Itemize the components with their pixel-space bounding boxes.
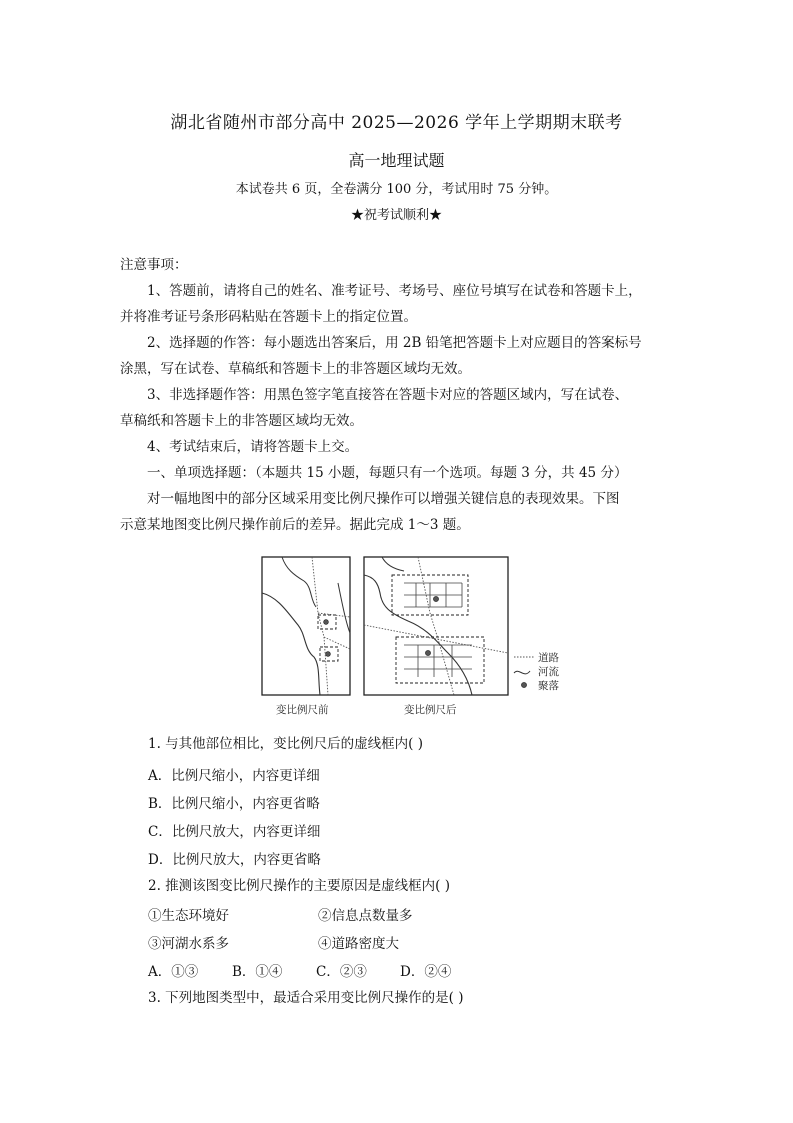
exam-meta: 本试卷共 6 页，全卷满分 100 分，考试用时 75 分钟。 — [235, 182, 558, 197]
left-river — [262, 593, 320, 695]
question-1-stem: 1. 与其他部位相比，变比例尺后的虚线框内( ) — [148, 736, 423, 752]
question-1-option-b: B．比例尺缩小，内容更省略 — [148, 796, 320, 812]
right-road — [364, 625, 508, 653]
section-intro: 对一幅地图中的部分区域采用变比例尺操作可以增强关键信息的表现效果。下图 — [147, 491, 620, 507]
question-3-stem: 3. 下列地图类型中，最适合采用变比例尺操作的是( ) — [148, 990, 464, 1006]
right-road — [418, 557, 454, 695]
notice-item: 并将准考证号条形码粘贴在答题卡上的指定位置。 — [120, 309, 417, 325]
question-2-option-d: D．②④ — [400, 964, 452, 980]
exam-title: 湖北省随州市部分高中 2025—2026 学年上学期期末联考 — [170, 113, 623, 133]
right-map-frame — [364, 557, 508, 695]
notice-item: 1、答题前，请将自己的姓名、准考证号、考场号、座位号填写在试卷和答题卡上， — [147, 283, 642, 299]
left-map-frame — [262, 557, 350, 695]
scale-map-figure — [258, 553, 578, 719]
notice-block — [120, 252, 680, 538]
legend-river-symbol — [514, 671, 530, 674]
notice-item: 4、考试结束后，请将答题卡上交。 — [147, 439, 359, 455]
notice-item: 2、选择题的作答：每小题选出答案后，用 2B 铅笔把答题卡上对应题目的答案标号 — [147, 335, 642, 351]
left-river — [338, 583, 350, 633]
right-settlement — [425, 650, 430, 655]
question-2-statement-3: ③河湖水系多 — [148, 936, 229, 952]
left-river — [282, 557, 316, 607]
left-road — [312, 557, 328, 695]
section-intro: 示意某地图变比例尺操作前后的差异。据此完成 1～3 题。 — [120, 517, 470, 533]
legend-road-label: 道路 — [538, 652, 559, 664]
question-1-option-d: D．比例尺放大，内容更省略 — [148, 852, 321, 868]
section-heading: 一、单项选择题：（本题共 15 小题，每题只有一个选项。每题 3 分，共 45 分） — [147, 465, 628, 481]
question-2-option-a: A．①③ — [148, 964, 199, 980]
question-2-statement-1: ①生态环境好 — [148, 908, 229, 924]
legend-settlement-symbol — [521, 682, 526, 687]
right-settlement — [433, 596, 438, 601]
left-settlement — [326, 652, 331, 657]
right-map-caption: 变比例尺后 — [404, 704, 457, 716]
exam-wish: ★祝考试顺利★ — [350, 208, 442, 223]
question-2-statement-4: ④道路密度大 — [318, 936, 399, 952]
question-1-option-a: A．比例尺缩小，内容更详细 — [148, 768, 320, 784]
right-grid — [404, 645, 472, 677]
question-2-option-b: B．①④ — [232, 964, 283, 980]
question-2-stem: 2. 推测该图变比例尺操作的主要原因是虚线框内( ) — [148, 878, 450, 894]
notice-item: 草稿纸和答题卡上的非答题区域均无效。 — [120, 413, 363, 429]
notice-item: 涂黑，写在试卷、草稿纸和答题卡上的非答题区域均无效。 — [120, 361, 471, 377]
exam-subtitle: 高一地理试题 — [348, 151, 445, 170]
legend-river-label: 河流 — [538, 666, 559, 678]
legend-settlement-label: 聚落 — [538, 680, 559, 692]
notice-heading: 注意事项： — [120, 257, 188, 273]
right-river — [382, 557, 404, 571]
left-settlement — [324, 620, 329, 625]
question-2-statement-2: ②信息点数量多 — [318, 908, 413, 924]
right-grid — [404, 583, 462, 607]
question-2-option-c: C．②③ — [316, 964, 367, 980]
notice-item: 3、非选择题作答：用黑色签字笔直接答在答题卡对应的答题区域内，写在试卷、 — [147, 387, 629, 403]
left-map-caption: 变比例尺前 — [276, 704, 329, 716]
question-1-option-c: C．比例尺放大，内容更详细 — [148, 824, 321, 840]
